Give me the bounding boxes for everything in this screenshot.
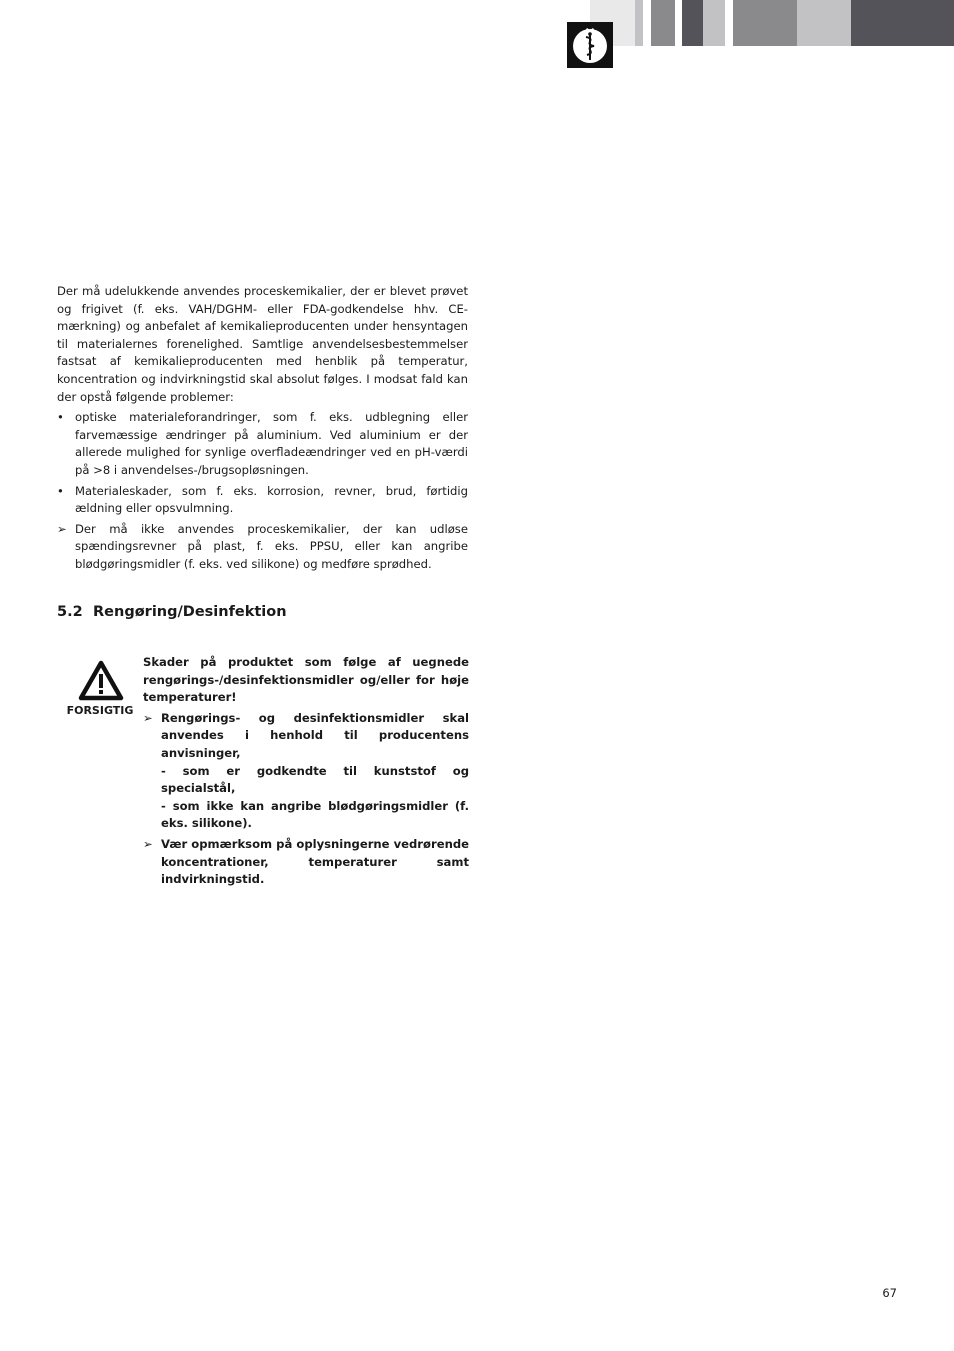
list-item-text: Materialeskader, som f. eks. korrosion, revner, brud, førtidig ældning eller opsvulmning. <box>75 483 468 516</box>
list-item-text: Vær opmærksom på oplysningerne vedrørende koncentrationer, temperaturer samt indvirkningstid. <box>161 836 469 887</box>
header-bar-2 <box>635 0 643 46</box>
arrow-bullet-icon: ➢ <box>143 836 153 851</box>
list-item <box>57 521 468 574</box>
header-bar-5 <box>703 0 725 46</box>
brand-logo <box>567 22 613 68</box>
warning-block <box>143 654 469 892</box>
header-bar-6 <box>733 0 797 46</box>
list-item-text: Der må ikke anvendes proceskemikalier, der kan udløse spændingsrevner på plast, f. eks. PPSU, eller kan angribe blødgøringsmidler (f. eks. ved silikone) og medføre sprødhed. <box>75 521 468 571</box>
list-subitem: - som er godkendte til kunststof og specialstål, <box>161 763 469 796</box>
section-heading <box>57 604 477 620</box>
header-bar-8 <box>851 0 954 46</box>
list-item <box>57 409 468 479</box>
list-item <box>143 836 469 889</box>
page-number: 67 <box>882 1286 897 1300</box>
list-item <box>57 483 468 518</box>
list-item-text: optiske materialeforandringer, som f. eks. udblegning eller farvemæssige ændringer på aluminium. Ved aluminium er der allerede mulighed for synlige overfladeændringer ved en pH-værdi på >8 i anvendelses-/brugsopløsningen. <box>75 410 468 477</box>
list-subitem: - som ikke kan angribe blødgøringsmidler (f. eks. silikone). <box>161 798 469 831</box>
warning-list <box>143 710 469 889</box>
list-item <box>143 710 469 833</box>
warning-label: FORSIGTIG <box>66 704 134 717</box>
warning-triangle-icon <box>78 660 124 702</box>
intro-section <box>57 283 468 577</box>
header-bar-7 <box>797 0 851 46</box>
header-color-bars <box>0 0 954 46</box>
bullet-icon: • <box>57 410 64 425</box>
intro-paragraph: Der må udelukkende anvendes proceskemikalier, der er blevet prøvet og frigivet (f. eks. VAH/DGHM- eller FDA-godkendelse hhv. CE-mærkning) og anbefalet af kemikalieproducenten under hensyntagen til materialernes forenelighed. Samtlige anvendelsesbestemmelser fastsat af kemikalieproducenten med henblik på temperatur, koncentration og indvirkningstid skal absolut følges. I modsat fald kan der opstå følgende problemer: <box>57 284 468 404</box>
arrow-bullet-icon: ➢ <box>143 710 153 725</box>
problem-list <box>57 409 468 573</box>
warning-lead: Skader på produktet som følge af uegnede rengørings-/desinfektionsmidler og/eller for høje temperaturer! <box>143 655 469 705</box>
arrow-bullet-icon: ➢ <box>57 521 67 536</box>
section-title: Rengøring/Desinfektion <box>93 604 287 620</box>
list-item-text: Rengørings- og desinfektionsmidler skal anvendes i henhold til producentens anvisninger, <box>161 710 469 760</box>
section-number: 5.2 <box>57 604 83 620</box>
header-bar-3 <box>651 0 675 46</box>
aesculapian-seal-icon <box>567 22 613 68</box>
bullet-icon: • <box>57 483 64 498</box>
header-bar-4 <box>682 0 703 46</box>
